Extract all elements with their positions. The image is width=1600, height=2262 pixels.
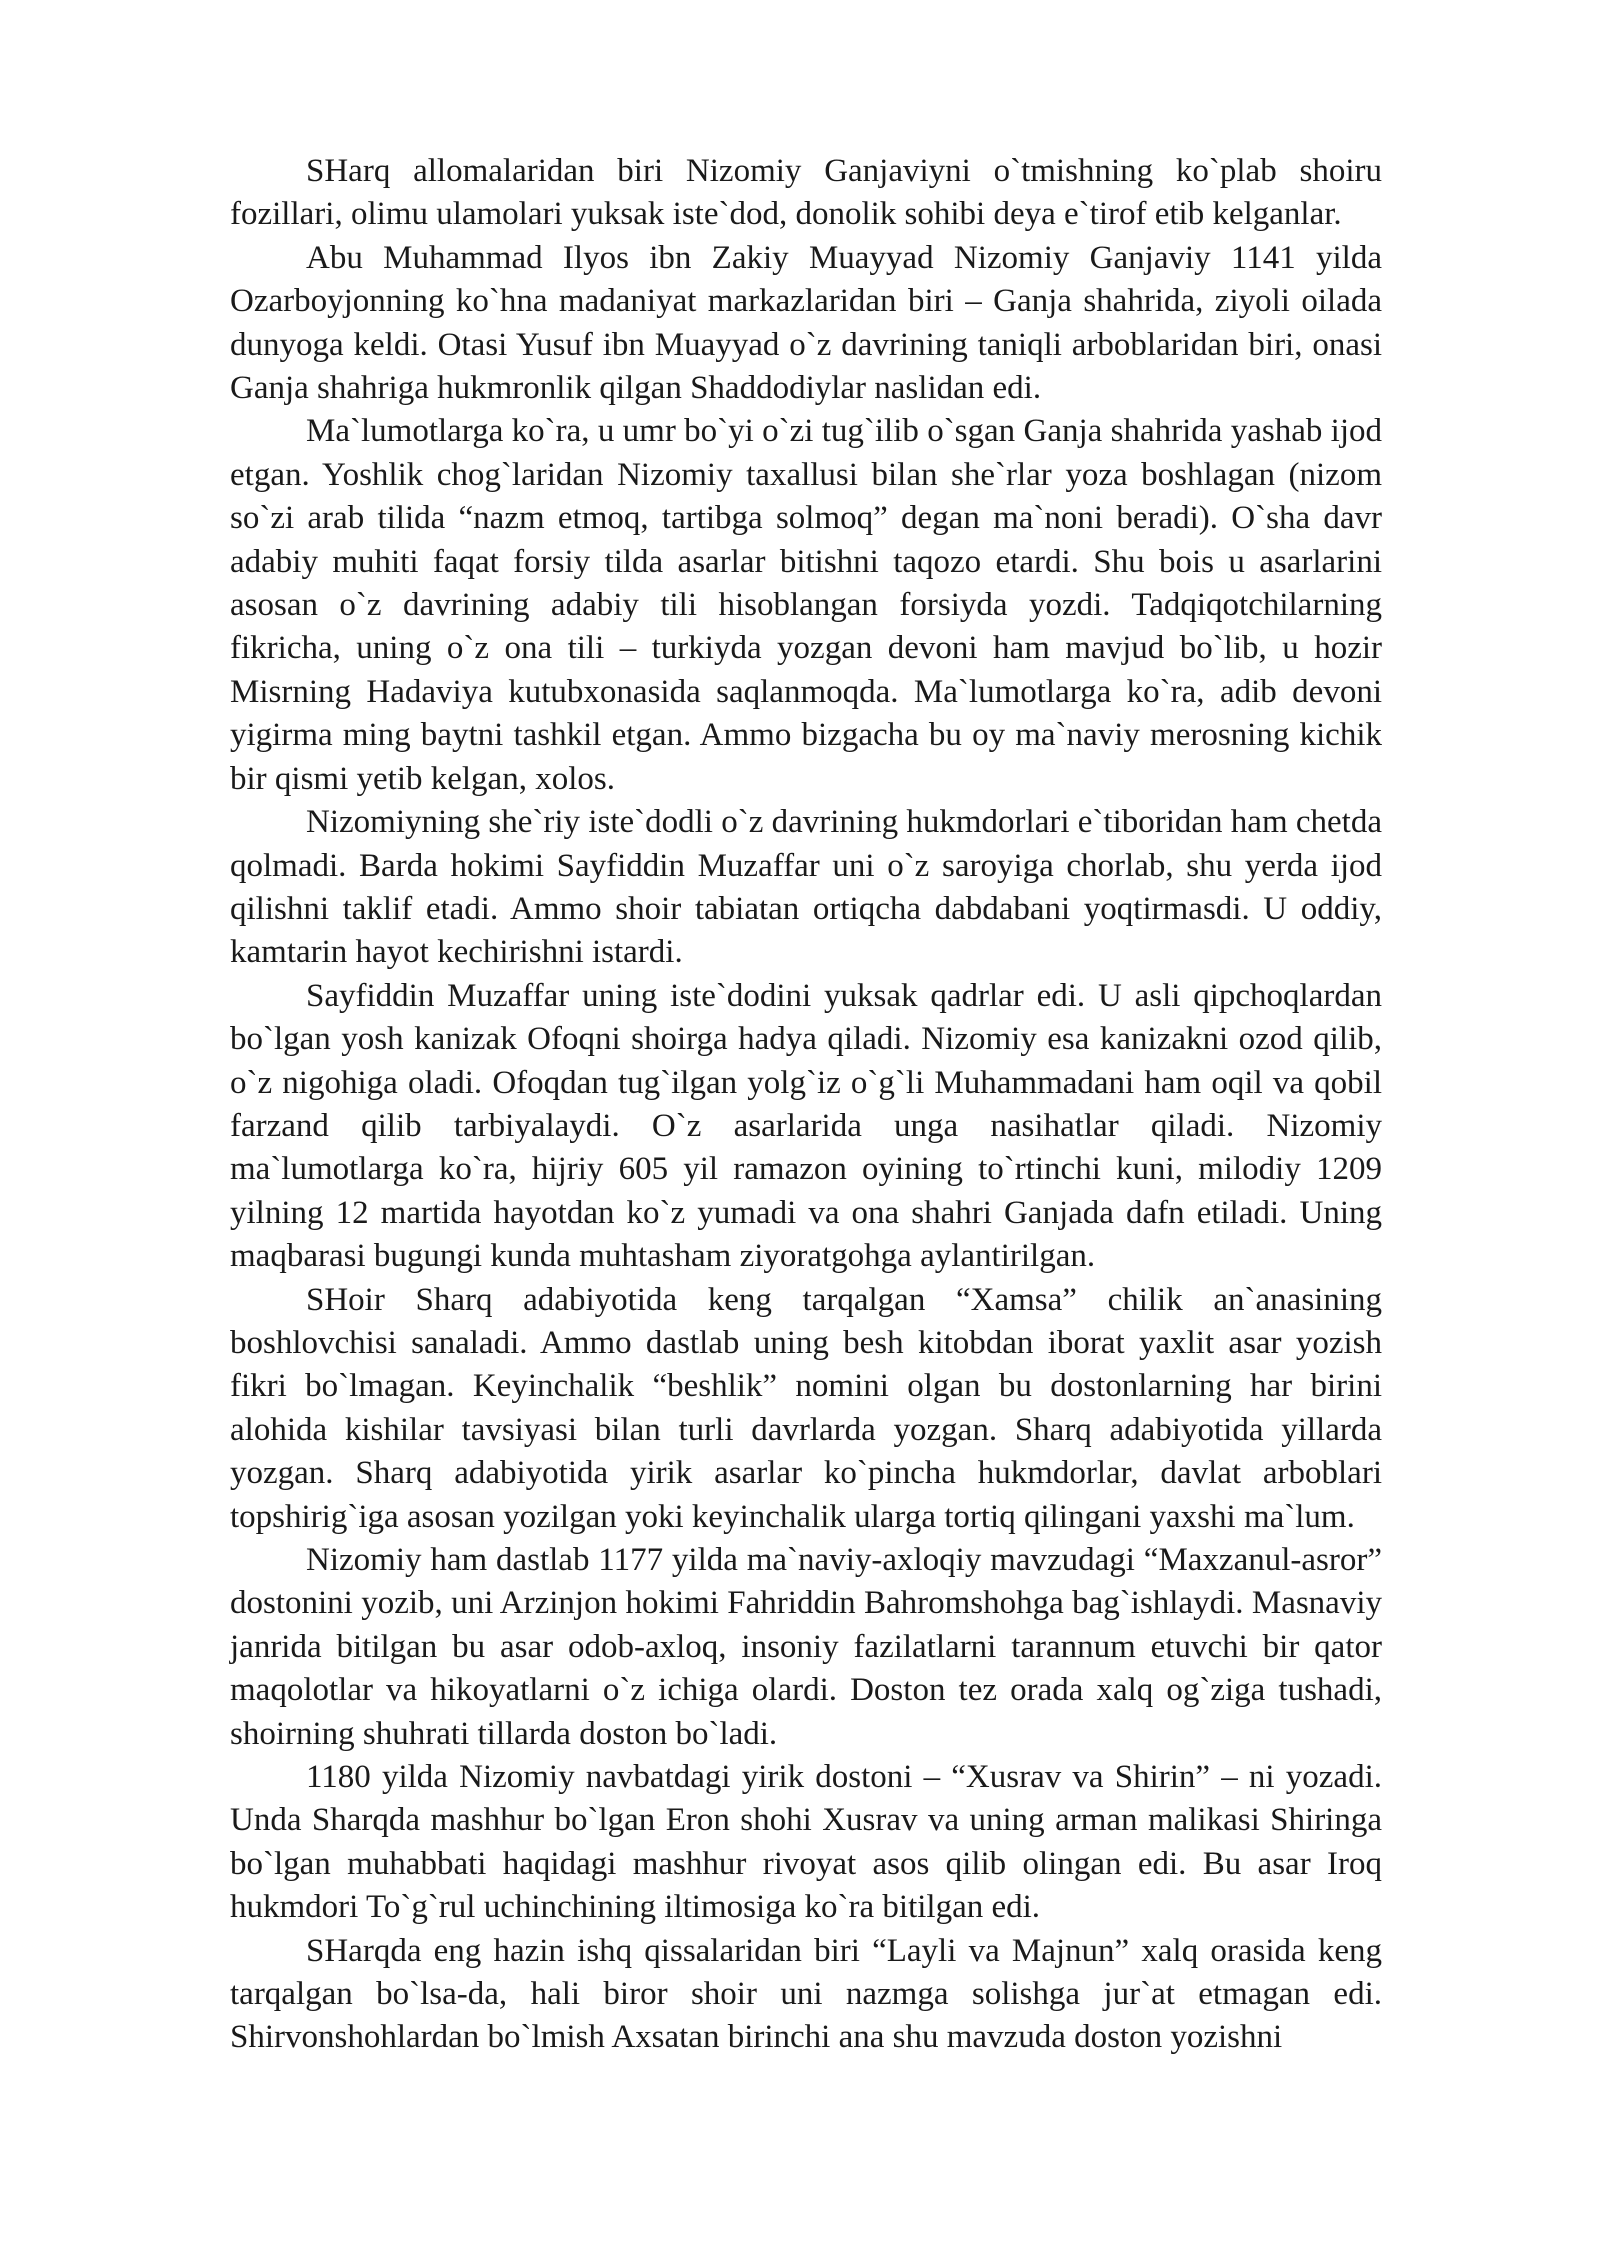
document-page [230, 150, 1382, 2060]
paragraph-birth: Abu Muhammad Ilyos ibn Zakiy Muayyad Nizomiy Ganjaviy 1141 yilda Ozarboyjonning ko`hna madaniyat markazlaridan biri – Ganja shahrida, ziyoli oilada dunyoga keldi. Otasi Yusuf ibn Muayyad o`z davrining taniqli arboblaridan biri, onasi Ganja shahriga hukmronlik qilgan Shaddodiylar naslidan edi. [230, 239, 1382, 407]
paragraph-intro: SHarq allomalaridan biri Nizomiy Ganjaviyni o`tmishning ko`plab shoiru fozillari, olimu ulamolari yuksak iste`dod, donolik sohibi deya e`tirof etib kelganlar. [230, 153, 1382, 233]
paragraph-maxzanul-asror: Nizomiy ham dastlab 1177 yilda ma`naviy-axloqiy mavzudagi “Maxzanul-asror” dostonini yozib, uni Arzinjon hokimi Fahriddin Bahromshohga bag`ishlaydi. Masnaviy janrida bitilgan bu asar odob-axloq, insoniy fazilatlarni tarannum etuvchi bir qator maqolotlar va hikoyatlarni o`z ichiga olardi. Doston tez orada xalq og`ziga tushadi, shoirning shuhrati tillarda doston bo`ladi. [230, 1542, 1382, 1752]
paragraph-xusrav-shirin: 1180 yilda Nizomiy navbatdagi yirik dostoni – “Xusrav va Shirin” – ni yozadi. Unda Sharqda mashhur bo`lgan Eron shohi Xusrav va uning arman malikasi Shiringa bo`lgan muhabbati haqidagi mashhur rivoyat asos qilib olingan edi. Bu asar Iroq hukmdori To`g`rul uchinchining iltimosiga ko`ra bitilgan edi. [230, 1759, 1382, 1926]
paragraph-family: Sayfiddin Muzaffar uning iste`dodini yuksak qadrlar edi. U asli qipchoqlardan bo`lgan yosh kanizak Ofoqni shoirga hadya qiladi. Nizomiy esa kanizakni ozod qilib, o`z nigohiga oladi. Ofoqdan tug`ilgan yolg`iz o`g`li Muhammadani ham oqil va qobil farzand qilib tarbiyalaydi. O`z asarlarida unga nasihatlar qiladi. Nizomiy ma`lumotlarga ko`ra, hijriy 605 yil ramazon oyining to`rtinchi kuni, milodiy 1209 yilning 12 martida hayotdan ko`z yumadi va ona shahri Ganjada dafn etiladi. Uning maqbarasi bugungi kunda muhtasham ziyoratgohga aylantirilgan. [230, 977, 1382, 1275]
paragraph-layli-majnun: SHarqda eng hazin ishq qissalaridan biri “Layli va Majnun” xalq orasida keng tarqalgan bo`lsa-da, hali biror shoir uni nazmga solishga jur`at etmagan edi. Shirvonshohlardan bo`lmish Axsatan birinchi ana shu mavzuda doston yozishni [230, 1932, 1382, 2056]
paragraph-xamsa: SHoir Sharq adabiyotida keng tarqalgan “Xamsa” chilik an`anasining boshlovchisi sanaladi. Ammo dastlab uning besh kitobdan iborat yaxlit asar yozish fikri bo`lmagan. Keyinchalik “beshlik” nomini olgan bu dostonlarning har birini alohida kishilar tavsiyasi bilan turli davrlarda yozgan. Sharq adabiyotida yillarda yozgan. Sharq adabiyotida yirik asarlar ko`pincha hukmdorlar, davlat arboblari topshirig`iga asosan yozilgan yoki keyinchalik ularga tortiq qilingani yaxshi ma`lum. [230, 1281, 1382, 1535]
paragraph-rulers: Nizomiyning she`riy iste`dodli o`z davrining hukmdorlari e`tiboridan ham chetda qolmadi. Barda hokimi Sayfiddin Muzaffar uni o`z saroyiga chorlab, shu yerda ijod qilishni taklif etadi. Ammo shoir tabiatan ortiqcha dabdabani yoqtirmasdi. U oddiy, kamtarin hayot kechirishni istardi. [230, 804, 1382, 971]
paragraph-youth: Ma`lumotlarga ko`ra, u umr bo`yi o`zi tug`ilib o`sgan Ganja shahrida yashab ijod etgan. Yoshlik chog`laridan Nizomiy taxallusi bilan she`rlar yoza boshlagan (nizom so`zi arab tilida “nazm etmoq, tartibga solmoq” degan ma`noni beradi). O`sha davr adabiy muhiti faqat forsiy tilda asarlar bitishni taqozo etardi. Shu bois u asarlarini asosan o`z davrining adabiy tili hisoblangan forsiyda yozdi. Tadqiqotchilarning fikricha, uning o`z ona tili – turkiyda yozgan devoni ham mavjud bo`lib, u hozir Misrning Hadaviya kutubxonasida saqlanmoqda. Ma`lumotlarga ko`ra, adib devoni yigirma ming baytni tashkil etgan. Ammo bizgacha bu oy ma`naviy merosning kichik bir qismi yetib kelgan, xolos. [230, 413, 1382, 797]
